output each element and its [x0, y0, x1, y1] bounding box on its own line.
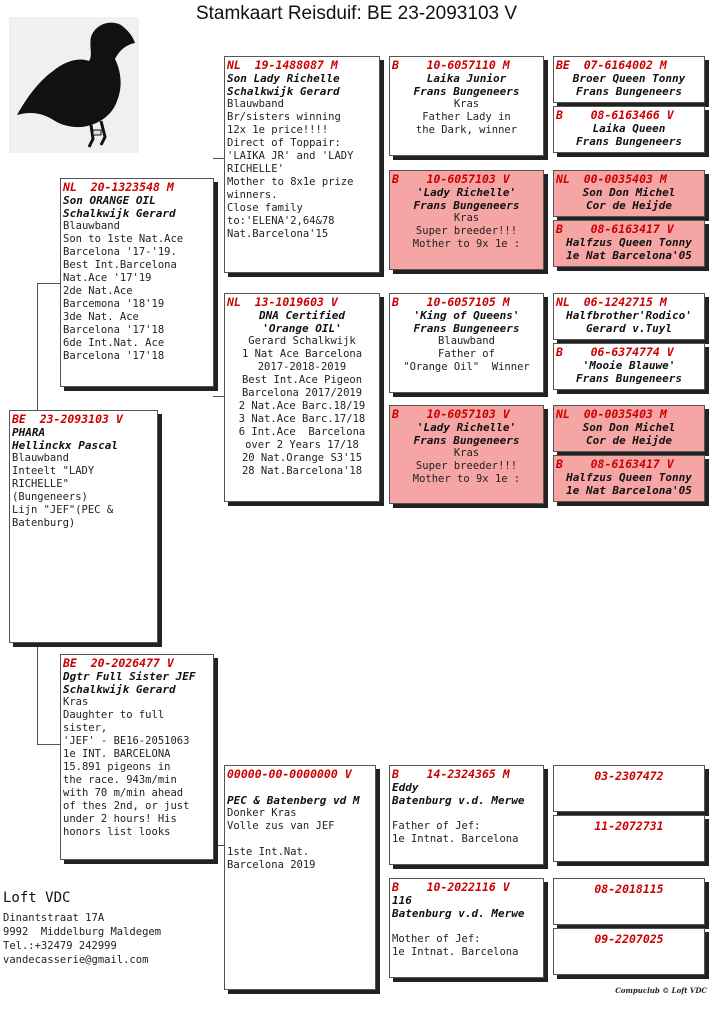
footer-credit: Compuclub © Loft VDC — [615, 986, 707, 995]
ring-number: B 08-6163417 V — [556, 457, 674, 471]
ring-number: NL 00-0035403 M — [556, 172, 667, 186]
pigeon-name: Son Don Michel Cor de Heijde — [582, 421, 676, 447]
pigeon-info: Blauwband Father of "Orange Oil" Winner — [403, 335, 530, 373]
pigeon-info: Kras Daughter to full sister, 'JEF' - BE16-2051063 1e INT. BARCELONA 15.891 pigeons in the race. 943m/min with 70 m/min ahead of thes 2nd, or just under 2 hours! His honors list looks — [63, 696, 190, 838]
pigeon-name: Son Lady Richelle Schalkwijk Gerard — [227, 72, 340, 98]
pigeon-name: Son ORANGE OIL Schalkwijk Gerard — [63, 194, 176, 220]
g4-card-1[interactable] — [553, 56, 705, 103]
pigeon-name: PHARA Hellinckx Pascal — [12, 426, 118, 452]
g4-card-7[interactable] — [553, 405, 705, 452]
owner-name: Loft VDC — [3, 890, 71, 906]
pigeon-info: Kras Father Lady in the Dark, winner — [415, 98, 518, 136]
ring-number: B 08-6163466 V — [556, 108, 674, 122]
pigeon-info: Father of Jef: 1e Intnat. Barcelona — [392, 820, 519, 845]
g4-card-6[interactable] — [553, 343, 705, 390]
g4-card-8[interactable] — [553, 455, 705, 502]
pigeon-name: Halfbrother'Rodico' Gerard v.Tuyl — [566, 309, 692, 335]
ring-number: 11-2072731 — [594, 819, 664, 833]
ring-number: NL 00-0035403 M — [556, 407, 667, 421]
connector-line — [213, 158, 224, 159]
ring-number: B 10-6057103 V — [392, 407, 510, 421]
connector-line — [37, 283, 60, 284]
sdd-card[interactable] — [389, 405, 544, 504]
ring-number: B 14-2324365 M — [392, 767, 510, 781]
g4-card-4[interactable] — [553, 220, 705, 267]
dss-card[interactable] — [389, 765, 544, 865]
pigeon-name: Laika Queen Frans Bungeneers — [576, 122, 682, 148]
pigeon-name: Broer Queen Tonny Frans Bungeneers — [572, 72, 686, 98]
connector-line — [37, 283, 38, 410]
sire-sire-card[interactable] — [224, 56, 380, 273]
ring-number: B 08-6163417 V — [556, 222, 674, 236]
g4-card-9[interactable] — [553, 765, 705, 812]
pigeon-name: Laika Junior Frans Bungeneers — [413, 72, 520, 98]
g4-card-11[interactable] — [553, 878, 705, 925]
ring-number: NL 19-1488087 M — [227, 58, 338, 72]
subject-card[interactable] — [9, 410, 158, 643]
pigeon-silhouette-icon — [9, 17, 139, 153]
ring-number: BE 20-2026477 V — [63, 656, 174, 670]
pigeon-name: Halfzus Queen Tonny 1e Nat Barcelona'05 — [566, 471, 692, 497]
ring-number: 00000-00-0000000 V — [227, 767, 352, 781]
pigeon-info: Gerard Schalkwijk 1 Nat Ace Barcelona 2017-2018-2019 Best Int.Ace Pigeon Barcelona 2017/2019 2 Nat.Ace Barc.18/19 3 Nat.Ace Barc.17/18 6 Int.Ace Barcelona over 2 Years 17/18 20 Nat.Orange S3'15 28 Nat.Barcelona'18 — [238, 335, 366, 477]
pigeon-name: 'Mooie Blauwe' Frans Bungeneers — [576, 359, 682, 385]
connector-line — [213, 845, 224, 846]
pigeon-name: 'Lady Richelle' Frans Bungeneers — [413, 421, 520, 447]
ring-number: B 10-6057110 M — [392, 58, 510, 72]
ring-number: 09-2207025 — [594, 932, 664, 946]
ring-number: B 10-2022116 V — [392, 880, 510, 894]
pigeon-info: Kras Super breeder!!! Mother to 9x 1e : — [412, 447, 521, 485]
ring-number: NL 06-1242715 M — [556, 295, 667, 309]
pigeon-name: Eddy Batenburg v.d. Merwe — [392, 781, 525, 807]
pigeon-name: 116 Batenburg v.d. Merwe — [392, 894, 525, 920]
ring-number: NL 20-1323548 M — [63, 180, 174, 194]
pigeon-info: Blauwband Son to 1ste Nat.Ace Barcelona '17-'19. Best Int.Barcelona Nat.Ace '17'19 2de Nat.Ace Barcemona '18'19 3de Nat. Ace Barcelona '17'18 6de Int.Nat. Ace Barcelona '17'18 — [63, 220, 184, 362]
sds-card[interactable] — [389, 293, 544, 393]
pigeon-name: 'Lady Richelle' Frans Bungeneers — [413, 186, 520, 212]
pigeon-info: Kras Super breeder!!! Mother to 9x 1e : — [412, 212, 521, 250]
sire-dam-card[interactable] — [224, 293, 380, 502]
connector-line — [37, 640, 38, 744]
sss-card[interactable] — [389, 56, 544, 156]
ring-number: BE 23-2093103 V — [12, 412, 123, 426]
g4-card-5[interactable] — [553, 293, 705, 340]
owner-address: Dinantstraat 17A 9992 Middelburg Maldegem Tel.:+32479 242999 vandecasserie@gmail.com — [3, 912, 162, 966]
pigeon-logo — [9, 17, 139, 153]
ring-number: 03-2307472 — [594, 769, 664, 783]
pigeon-info: Blauwband Br/sisters winning 12x 1e price!!!! Direct of Toppair: 'LAIKA JR' and 'LADY RICHELLE' Mother to 8x1e prize winners. Close family to:'ELENA'2,64&78 Nat.Barcelona'15 — [227, 98, 354, 240]
pigeon-info: Blauwband Inteelt "LADY RICHELLE" (Bungeneers) Lijn "JEF"(PEC & Batenburg) — [12, 452, 114, 529]
ring-number: B 06-6374774 V — [556, 345, 674, 359]
ring-number: NL 13-1019603 V — [227, 295, 338, 309]
ring-number: B 10-6057103 V — [392, 172, 510, 186]
pigeon-name: Son Don Michel Cor de Heijde — [582, 186, 676, 212]
pigeon-info: Mother of Jef: 1e Intnat. Barcelona — [392, 933, 519, 958]
pigeon-info: Donker Kras Volle zus van JEF 1ste Int.Nat. Barcelona 2019 — [227, 807, 335, 871]
connector-line — [213, 396, 224, 397]
connector-line — [37, 744, 60, 745]
dam-card[interactable] — [60, 654, 214, 860]
page-title: Stamkaart Reisduif: BE 23-2093103 V — [195, 3, 518, 24]
ring-number: B 10-6057105 M — [392, 295, 510, 309]
g4-card-2[interactable] — [553, 106, 705, 153]
ssd-card[interactable] — [389, 170, 544, 270]
ring-number: 08-2018115 — [594, 882, 664, 896]
g4-card-3[interactable] — [553, 170, 705, 217]
sire-card[interactable] — [60, 178, 214, 387]
pigeon-name: 'King of Queens' Frans Bungeneers — [413, 309, 520, 335]
ring-number: BE 07-6164002 M — [556, 58, 667, 72]
dsd-card[interactable] — [389, 878, 544, 978]
pigeon-name: DNA Certified 'Orange OIL' — [258, 309, 346, 335]
g4-card-10[interactable] — [553, 815, 705, 862]
dam-sire-card[interactable] — [224, 765, 376, 990]
pigeon-name: Dgtr Full Sister JEF Schalkwijk Gerard — [63, 670, 196, 696]
pigeon-name: PEC & Batenberg vd M — [227, 794, 360, 807]
pigeon-name: Halfzus Queen Tonny 1e Nat Barcelona'05 — [566, 236, 692, 262]
g4-card-12[interactable] — [553, 928, 705, 975]
